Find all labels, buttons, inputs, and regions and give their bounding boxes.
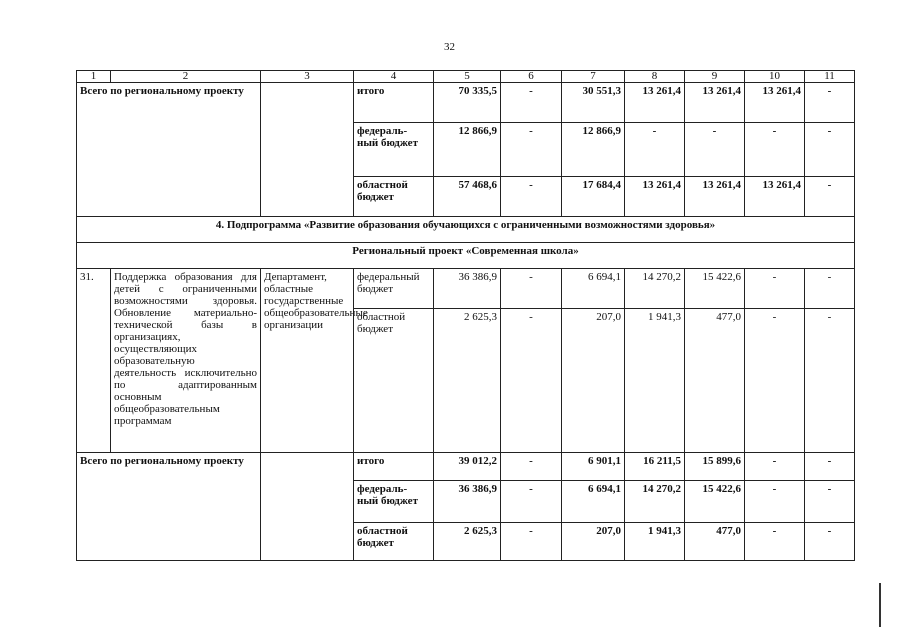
cell-value: 6 901,1 [562,453,625,481]
cell-value: - [745,309,805,453]
cell-value: - [745,523,805,561]
cell-value: - [745,453,805,481]
cell-value: 207,0 [562,523,625,561]
cell-value: - [745,269,805,309]
column-number-row [77,71,855,83]
funding-source: итого [354,83,434,123]
total-label: Всего по региональному проекту [77,83,261,217]
cell-value: 13 261,4 [745,83,805,123]
table-row [77,453,855,481]
column-number: 8 [625,71,685,83]
cell-value: 1 941,3 [625,523,685,561]
item-number: 31. [77,269,111,453]
page-number: 32 [444,41,455,53]
cell-value: 57 468,6 [434,177,501,217]
cell-value: 477,0 [685,523,745,561]
cell-value: 13 261,4 [625,83,685,123]
cell-value: 70 335,5 [434,83,501,123]
cell-value: - [805,453,855,481]
column-number: 9 [685,71,745,83]
cell-value: - [805,523,855,561]
cell-value: 13 261,4 [685,177,745,217]
table-row [77,243,855,269]
cell-value: - [805,177,855,217]
cell-value: - [501,309,562,453]
table-row [77,217,855,243]
column-number: 3 [261,71,354,83]
cell-value: 6 694,1 [562,481,625,523]
cell-value: - [625,123,685,177]
cell-value: 36 386,9 [434,269,501,309]
funding-source: областной бюджет [354,523,434,561]
budget-table [76,70,855,561]
cell-value: - [501,269,562,309]
cell-value: - [805,83,855,123]
cell-value: - [745,123,805,177]
total-label: Всего по региональному проекту [77,453,261,561]
cell-value: - [501,523,562,561]
subprogram-title: 4. Подпрограмма «Развитие образования обучающихся с ограниченными возможностями здоровья» [77,217,855,243]
funding-source: областной бюджет [354,177,434,217]
item-description: Поддержка образования для детей с ограниченными возможностями здоровья. Обновление материально-технической базы в организациях, осуществляющих образовательную деятельность исключительно по адаптированным основным общеобразовательным программам [111,269,261,453]
cell-value: 12 866,9 [562,123,625,177]
column-number: 7 [562,71,625,83]
empty-cell [261,83,354,217]
cell-value: 477,0 [685,309,745,453]
column-number: 10 [745,71,805,83]
cell-value: - [805,269,855,309]
column-number: 11 [805,71,855,83]
cell-value: - [805,309,855,453]
empty-cell [261,453,354,561]
table-row [77,269,855,309]
cell-value: 1 941,3 [625,309,685,453]
scan-margin-line [879,583,881,627]
cell-value: - [745,481,805,523]
cell-value: 2 625,3 [434,523,501,561]
table-row [77,83,855,123]
cell-value: 12 866,9 [434,123,501,177]
cell-value: 30 551,3 [562,83,625,123]
funding-source: федеральный бюджет [354,269,434,309]
funding-source: итого [354,453,434,481]
cell-value: 6 694,1 [562,269,625,309]
cell-value: 36 386,9 [434,481,501,523]
cell-value: 39 012,2 [434,453,501,481]
column-number: 1 [77,71,111,83]
project-title: Региональный проект «Современная школа» [77,243,855,269]
cell-value: - [501,481,562,523]
funding-source: областной бюджет [354,309,434,453]
column-number: 6 [501,71,562,83]
funding-source: федераль- ный бюджет [354,123,434,177]
cell-value: - [501,123,562,177]
cell-value: 17 684,4 [562,177,625,217]
cell-value: 13 261,4 [745,177,805,217]
cell-value: 14 270,2 [625,269,685,309]
cell-value: 14 270,2 [625,481,685,523]
cell-value: 207,0 [562,309,625,453]
cell-value: 15 899,6 [685,453,745,481]
cell-value: - [501,177,562,217]
cell-value: - [685,123,745,177]
cell-value: 13 261,4 [685,83,745,123]
cell-value: 16 211,5 [625,453,685,481]
item-executor: Департамент, областные государственные общеобразовательные организации [261,269,354,453]
cell-value: 13 261,4 [625,177,685,217]
cell-value: - [805,123,855,177]
cell-value: 15 422,6 [685,481,745,523]
cell-value: 15 422,6 [685,269,745,309]
column-number: 4 [354,71,434,83]
cell-value: - [501,83,562,123]
cell-value: - [805,481,855,523]
cell-value: 2 625,3 [434,309,501,453]
column-number: 2 [111,71,261,83]
cell-value: - [501,453,562,481]
funding-source: федераль- ный бюджет [354,481,434,523]
column-number: 5 [434,71,501,83]
